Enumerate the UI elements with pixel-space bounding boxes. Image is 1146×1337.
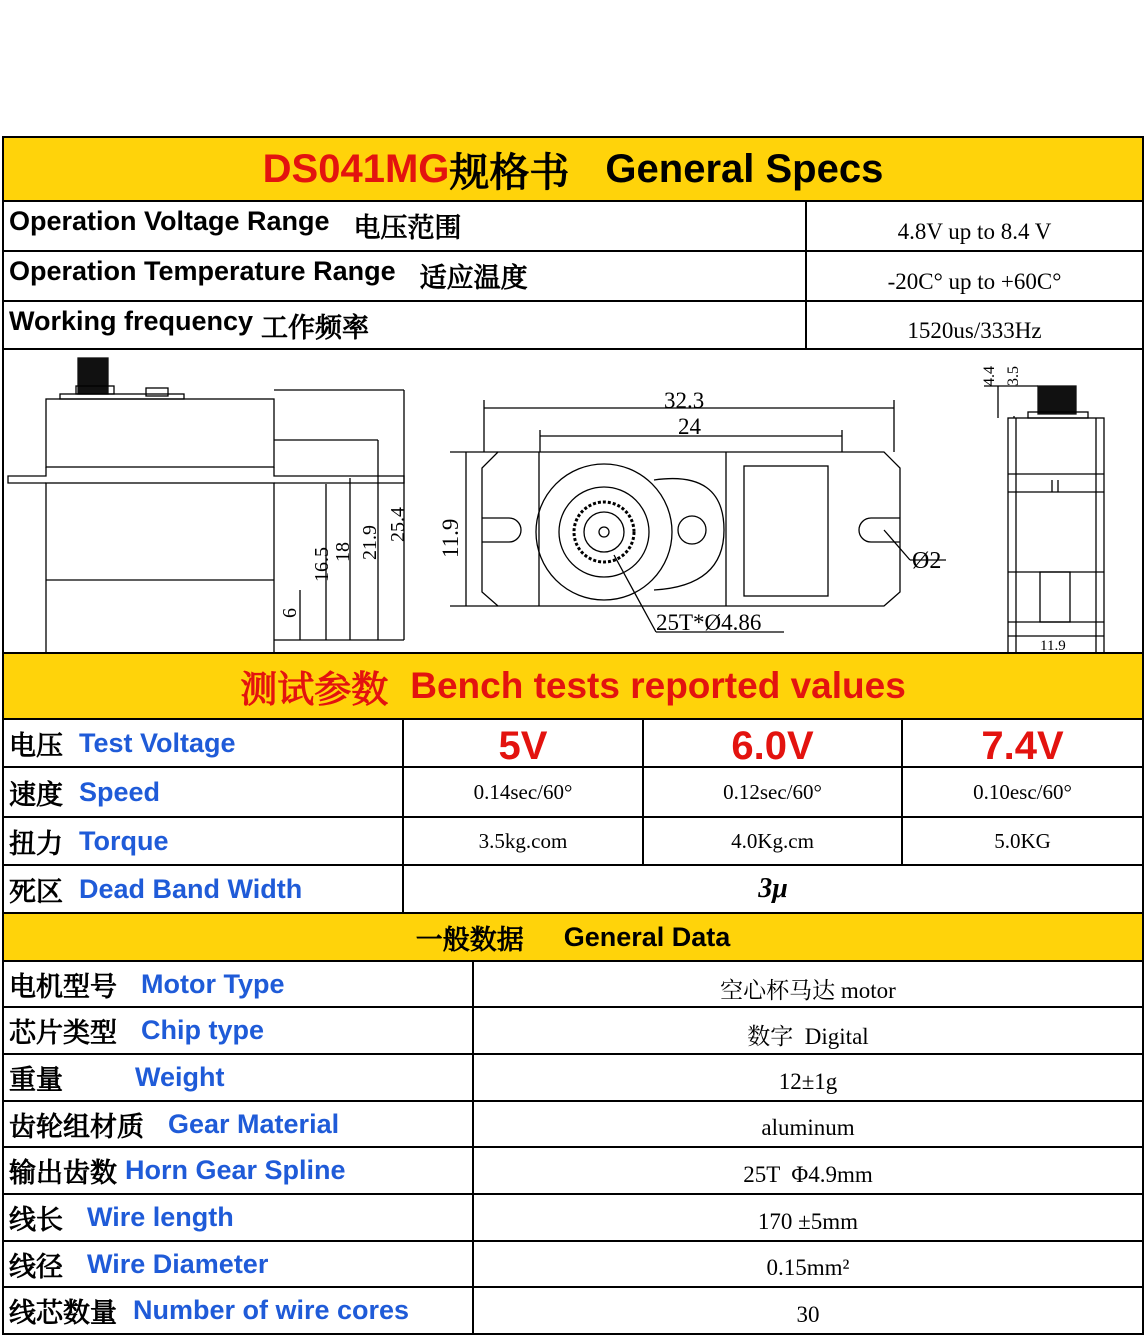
bench-tests-header <box>4 654 1142 720</box>
data-row-wire-length <box>4 1195 1142 1242</box>
data-label-en: Horn Gear Spline <box>125 1155 346 1185</box>
voltage-5v: 5V <box>402 720 642 766</box>
model-name: DS041MG <box>262 146 450 191</box>
dim-height: 11.9 <box>438 518 463 558</box>
data-label-en: Chip type <box>141 1015 265 1045</box>
bench-title-zh: 测试参数 <box>240 669 389 710</box>
data-row-gear-material <box>4 1102 1142 1148</box>
bench-row-speed <box>4 768 1142 818</box>
data-label-zh: 重量 <box>9 1065 63 1095</box>
dimension-drawing <box>4 350 1142 654</box>
dim-top-inner: 24 <box>678 414 701 439</box>
data-label-zh: 线芯数量 <box>9 1298 117 1328</box>
spec-value: 4.8V up to 8.4 V <box>805 202 1142 250</box>
data-label-en: Wire Diameter <box>87 1248 269 1279</box>
servo-drawing-svg <box>4 350 1142 652</box>
data-label-zh: 齿轮组材质 <box>9 1111 144 1142</box>
data-row-horn-gear-spline <box>4 1148 1142 1195</box>
dim-hole: Ø2 <box>912 548 942 574</box>
spec-label-zh: 工作频率 <box>261 313 370 343</box>
spec-row-working-frequency <box>4 302 1142 350</box>
top-view <box>438 388 946 635</box>
data-value: 12±1g <box>472 1055 1142 1100</box>
data-row-weight <box>4 1055 1142 1102</box>
general-data-title-zh: 一般数据 <box>415 924 524 955</box>
bench-label-en: Dead Band Width <box>79 873 303 904</box>
data-value: 170 ±5mm <box>472 1195 1142 1240</box>
data-row-motor-type <box>4 962 1142 1008</box>
data-label-zh: 线长 <box>9 1205 63 1235</box>
bench-label-zh: 电压 <box>9 730 63 761</box>
bench-label-zh: 扭力 <box>9 828 63 859</box>
spec-value: 1520us/333Hz <box>805 302 1142 348</box>
bench-row-deadband <box>4 866 1142 914</box>
dim-side-25-4: 25.4 <box>387 507 409 542</box>
bench-label-en: Test Voltage <box>79 727 236 758</box>
data-label-en: Number of wire cores <box>133 1295 410 1325</box>
data-row-wire-cores <box>4 1288 1142 1333</box>
spec-label-en: Operation Temperature Range <box>9 256 396 286</box>
speed-6v: 0.12sec/60° <box>642 768 901 816</box>
voltage-7-4v: 7.4V <box>901 720 1142 766</box>
bench-label-en: Torque <box>79 825 169 856</box>
bench-label-zh: 死区 <box>9 876 63 907</box>
data-value: aluminum <box>472 1102 1142 1146</box>
spec-value: -20C° up to +60C° <box>805 252 1142 300</box>
torque-6v: 4.0Kg.cm <box>642 818 901 864</box>
side-view <box>8 358 409 652</box>
bench-label-zh: 速度 <box>9 779 63 810</box>
data-label-zh: 线径 <box>9 1251 63 1282</box>
dim-right-bottom: 11.9 <box>1040 638 1066 652</box>
bench-title-en: Bench tests reported values <box>410 665 906 706</box>
general-data-title-en: General Data <box>563 921 731 952</box>
data-label-zh: 输出齿数 <box>9 1158 117 1188</box>
data-value: 30 <box>472 1288 1142 1333</box>
data-label-zh: 电机型号 <box>9 971 117 1002</box>
spec-label-en: Operation Voltage Range <box>9 206 330 236</box>
data-row-wire-diameter <box>4 1242 1142 1288</box>
right-view <box>981 366 1104 652</box>
data-value: 空心杯马达 motor <box>472 962 1142 1006</box>
dim-right-top-a: 4.4 <box>981 366 998 386</box>
deadband-value: 3μ <box>402 866 1142 912</box>
general-specs-header <box>4 138 1142 202</box>
data-row-chip-type <box>4 1008 1142 1055</box>
dim-side-18: 18 <box>332 542 354 562</box>
dim-right-top-b: 3.5 <box>1005 366 1022 386</box>
dim-top-outer: 32.3 <box>664 388 705 413</box>
voltage-6v: 6.0V <box>642 720 901 766</box>
speed-7-4v: 0.10esc/60° <box>901 768 1142 816</box>
general-data-header <box>4 914 1142 962</box>
dim-side-21-9: 21.9 <box>359 525 381 560</box>
data-value: 数字 Digital <box>472 1008 1142 1053</box>
bench-label-en: Speed <box>79 776 161 807</box>
spec-sheet <box>2 136 1144 1335</box>
spec-row-voltage-range <box>4 202 1142 252</box>
data-value: 0.15mm² <box>472 1242 1142 1286</box>
data-value: 25T Φ4.9mm <box>472 1148 1142 1193</box>
spec-label-zh: 电压范围 <box>353 213 462 243</box>
spec-title-en: General Specs <box>605 146 884 191</box>
spec-title-zh: 规格书 <box>449 150 570 195</box>
data-label-en: Wire length <box>87 1202 234 1232</box>
torque-5v: 3.5kg.com <box>402 818 642 864</box>
spec-label-zh: 适应温度 <box>419 263 528 293</box>
bench-row-voltage <box>4 720 1142 768</box>
data-label-en: Weight <box>135 1062 225 1092</box>
dim-spline: 25T*Ø4.86 <box>656 610 762 635</box>
dim-side-6: 6 <box>279 608 301 618</box>
spec-row-temperature-range <box>4 252 1142 302</box>
spec-label-en: Working frequency <box>9 306 254 336</box>
data-label-en: Motor Type <box>141 968 285 999</box>
data-label-en: Gear Material <box>168 1108 340 1139</box>
speed-5v: 0.14sec/60° <box>402 768 642 816</box>
bench-row-torque <box>4 818 1142 866</box>
data-label-zh: 芯片类型 <box>9 1018 117 1048</box>
dim-side-16-5: 16.5 <box>311 547 333 582</box>
torque-7-4v: 5.0KG <box>901 818 1142 864</box>
